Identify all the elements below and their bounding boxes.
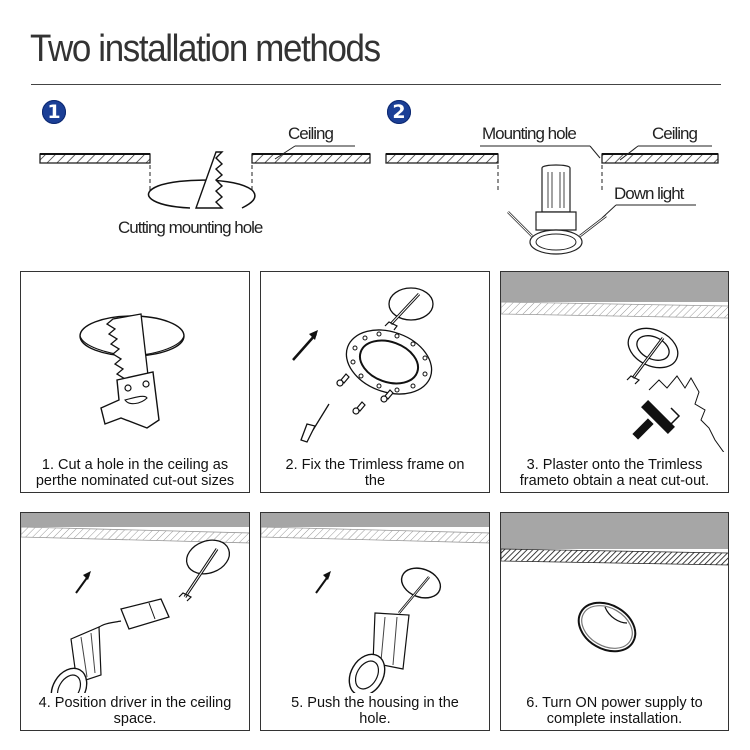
step-3-caption-line-1: 3. Plaster onto the Trimless [526, 457, 703, 473]
step-4-card [20, 512, 250, 731]
step-6-caption [501, 695, 728, 727]
method-2-badge: 2 [387, 100, 411, 124]
method-1-ceiling-label: Ceiling [288, 124, 333, 143]
step-4-caption-line-1: 4. Position driver in the ceiling [38, 695, 232, 711]
step-2-caption-line-2: the [364, 473, 386, 489]
step-6-caption-line-2: complete installation. [546, 711, 683, 727]
method-1-badge: 1 [42, 100, 66, 124]
step-4-caption [21, 695, 249, 727]
installed-downlight-icon [501, 513, 729, 693]
step-2-caption [261, 457, 489, 489]
step-2-caption-line-1: 2. Fix the Trimless frame on [285, 457, 465, 473]
title-divider [31, 84, 721, 85]
step-2-card [260, 271, 490, 493]
step-5-caption [261, 695, 489, 727]
page-title: Two installation methods [30, 28, 380, 70]
saw-cutting-ceiling-icon [21, 272, 250, 452]
step-4-caption-line-2: space. [113, 711, 157, 727]
method-2-mounting-hole-label: Mounting hole [482, 124, 576, 143]
step-1-caption-line-2: perthe nominated cut-out sizes [35, 473, 235, 489]
step-5-caption-line-2: hole. [359, 711, 391, 727]
step-3-caption [501, 457, 728, 489]
step-3-card [500, 271, 729, 493]
method-1-caption: Cutting mounting hole [118, 218, 263, 237]
step-1-caption [21, 457, 249, 489]
step-1-caption-line-1: 1. Cut a hole in the ceiling as [41, 457, 229, 473]
step-6-card [500, 512, 729, 731]
step-6-caption-line-1: 6. Turn ON power supply to [526, 695, 703, 711]
push-housing-icon [261, 513, 490, 693]
trimless-frame-screws-icon [261, 272, 490, 452]
step-5-caption-line-1: 5. Push the housing in the [291, 695, 459, 711]
plaster-roller-icon [501, 272, 729, 452]
step-3-caption-line-2: frameto obtain a neat cut-out. [519, 473, 710, 489]
step-1-card [20, 271, 250, 493]
step-5-card [260, 512, 490, 731]
method-2-down-light-label: Down light [614, 184, 684, 203]
method-2-ceiling-label: Ceiling [652, 124, 697, 143]
driver-and-housing-icon [21, 513, 250, 693]
